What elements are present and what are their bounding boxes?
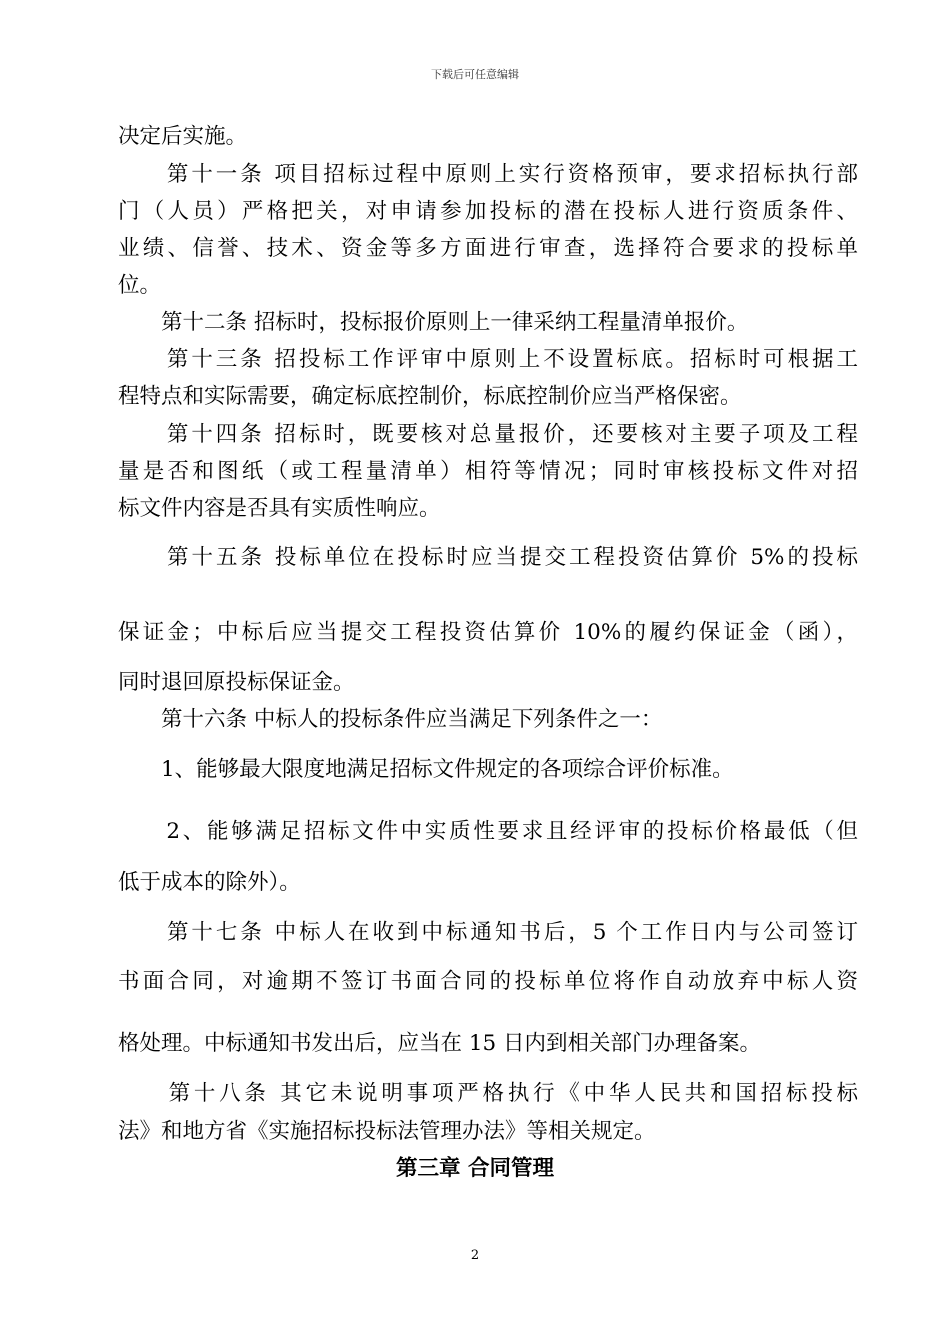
text-line: 第十六条 中标人的投标条件应当满足下列条件之一： — [118, 707, 663, 732]
page-header: 下载后可任意编辑 — [431, 68, 519, 81]
text-line: 1、能够最大限度地满足招标文件规定的各项综合评价标准。 — [118, 757, 734, 782]
text-line: 同时退回原投标保证金。 — [118, 670, 355, 695]
text-line: 第十七条 中标人在收到中标通知书后，5 个工作日内与公司签订 — [118, 920, 858, 945]
text-line: 低于成本的除外）。 — [118, 870, 301, 895]
chapter-heading: 第三章 合同管理 — [396, 1156, 554, 1181]
text-line: 第十五条 投标单位在投标时应当提交工程投资估算价 5%的投标 — [118, 545, 858, 570]
text-line: 程特点和实际需要，确定标底控制价，标底控制价应当严格保密。 — [118, 384, 742, 409]
text-line: 第十三条 招投标工作评审中原则上不设置标底。招标时可根据工 — [118, 347, 858, 372]
text-line: 第十八条 其它未说明事项严格执行《中华人民共和国招标投标 — [118, 1081, 858, 1106]
text-line: 量是否和图纸（或工程量清单）相符等情况；同时审核投标文件对招 — [118, 459, 858, 484]
text-line: 2、能够满足招标文件中实质性要求且经评审的投标价格最低（但 — [118, 819, 858, 844]
text-line: 第十四条 招标时，既要核对总量报价，还要核对主要子项及工程 — [118, 422, 858, 447]
page-number: 2 — [470, 1248, 480, 1263]
text-line: 格处理。中标通知书发出后，应当在 15 日内到相关部门办理备案。 — [118, 1031, 762, 1056]
text-line: 第十一条 项目招标过程中原则上实行资格预审，要求招标执行部 — [118, 162, 858, 187]
text-line: 标文件内容是否具有实质性响应。 — [118, 496, 441, 521]
text-line: 门（人员）严格把关，对申请参加投标的潜在投标人进行资质条件、 — [118, 199, 858, 224]
text-line: 业绩、信誉、技术、资金等多方面进行审查，选择符合要求的投标单 — [118, 236, 858, 261]
text-line: 第十二条 招标时，投标报价原则上一律采纳工程量清单报价。 — [118, 310, 749, 335]
text-line: 法》和地方省《实施招标投标法管理办法》等相关规定。 — [118, 1119, 656, 1144]
text-line: 书面合同，对逾期不签订书面合同的投标单位将作自动放弃中标人资 — [118, 969, 858, 994]
text-line: 决定后实施。 — [118, 124, 248, 149]
text-line: 位。 — [118, 273, 162, 298]
text-line: 保证金；中标后应当提交工程投资估算价 10%的履约保证金（函）， — [118, 620, 858, 645]
